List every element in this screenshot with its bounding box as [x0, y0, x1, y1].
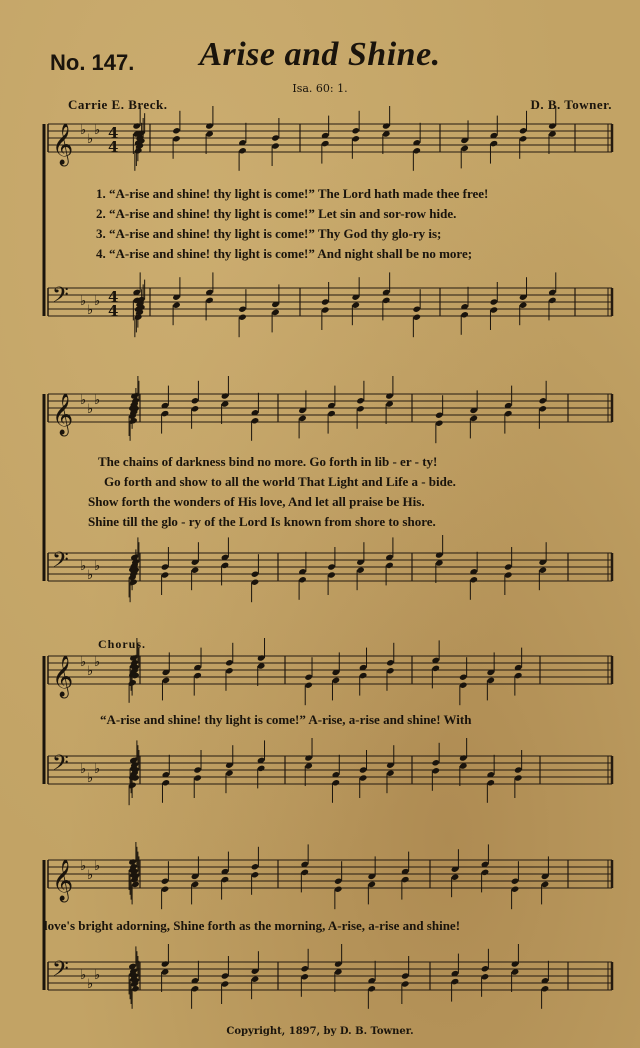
treble-clef-icon: 𝄞	[52, 656, 74, 697]
flat-icon: ♭	[87, 402, 94, 417]
bass-clef-icon: 𝄢	[52, 957, 69, 987]
time-signature: 4	[108, 124, 119, 142]
flat-icon: ♭	[80, 123, 87, 138]
verse-1-line-2: The chains of darkness bind no more. Go forth in lib - er - ty!	[98, 454, 438, 469]
bass-clef-icon: 𝄢	[52, 751, 69, 781]
flat-icon: ♭	[94, 655, 101, 670]
flat-icon: ♭	[94, 859, 101, 874]
flat-icon: ♭	[87, 132, 94, 147]
bass-clef-icon: 𝄢	[52, 283, 69, 313]
copyright-notice: Copyright, 1897, by D. B. Towner.	[226, 1026, 414, 1037]
verse-3-line-1: 3. “A-rise and shine! thy light is come!” Thy God thy glo-ry is;	[96, 226, 442, 241]
flat-icon: ♭	[87, 303, 94, 318]
flat-icon: ♭	[87, 771, 94, 786]
flat-icon: ♭	[94, 559, 101, 574]
verse-2-line-2: Go forth and show to all the world That Light and Life a - bide.	[104, 474, 456, 489]
flat-icon: ♭	[80, 655, 87, 670]
bass-clef-icon: 𝄢	[52, 548, 69, 578]
flat-icon: ♭	[80, 859, 87, 874]
chorus-line-1: “A-rise and shine! thy light is come!” A-rise, a-rise and shine! With	[100, 712, 472, 727]
author-name: Carrie E. Breck.	[68, 97, 168, 112]
flat-icon: ♭	[94, 294, 101, 309]
flat-icon: ♭	[80, 968, 87, 983]
time-signature: 4	[108, 302, 119, 320]
flat-icon: ♭	[94, 123, 101, 138]
scripture-reference: Isa. 60: 1.	[292, 82, 348, 95]
flat-icon: ♭	[87, 868, 94, 883]
flat-icon: ♭	[87, 568, 94, 583]
time-signature: 4	[108, 288, 119, 306]
flat-icon: ♭	[87, 977, 94, 992]
flat-icon: ♭	[94, 762, 101, 777]
verse-1-line-1: 1. “A-rise and shine! thy light is come!” The Lord hath made thee free!	[96, 186, 489, 201]
composer-name: D. B. Towner.	[530, 97, 612, 112]
chorus-label: Chorus.	[98, 637, 147, 651]
verse-2-line-1: 2. “A-rise and shine! thy light is come!” Let sin and sor-row hide.	[96, 206, 457, 221]
chorus-line-2: love's bright adorning, Shine forth as the morning, A-rise, a-rise and shine!	[44, 918, 461, 933]
flat-icon: ♭	[94, 968, 101, 983]
time-signature: 4	[108, 138, 119, 156]
treble-clef-icon: 𝄞	[52, 124, 74, 165]
treble-clef-icon: 𝄞	[52, 394, 74, 435]
hymn-number: No. 147.	[50, 50, 135, 75]
flat-icon: ♭	[80, 294, 87, 309]
hymn-title: Arise and Shine.	[199, 36, 441, 73]
treble-clef-icon: 𝄞	[52, 860, 74, 901]
flat-icon: ♭	[80, 559, 87, 574]
verse-4-line-2: Shine till the glo - ry of the Lord Is known from shore to shore.	[88, 514, 436, 529]
flat-icon: ♭	[94, 393, 101, 408]
verse-3-line-2: Show forth the wonders of His love, And let all praise be His.	[88, 494, 425, 509]
flat-icon: ♭	[80, 762, 87, 777]
flat-icon: ♭	[87, 664, 94, 679]
flat-icon: ♭	[80, 393, 87, 408]
verse-4-line-1: 4. “A-rise and shine! thy light is come!” And night shall be no more;	[96, 246, 473, 261]
